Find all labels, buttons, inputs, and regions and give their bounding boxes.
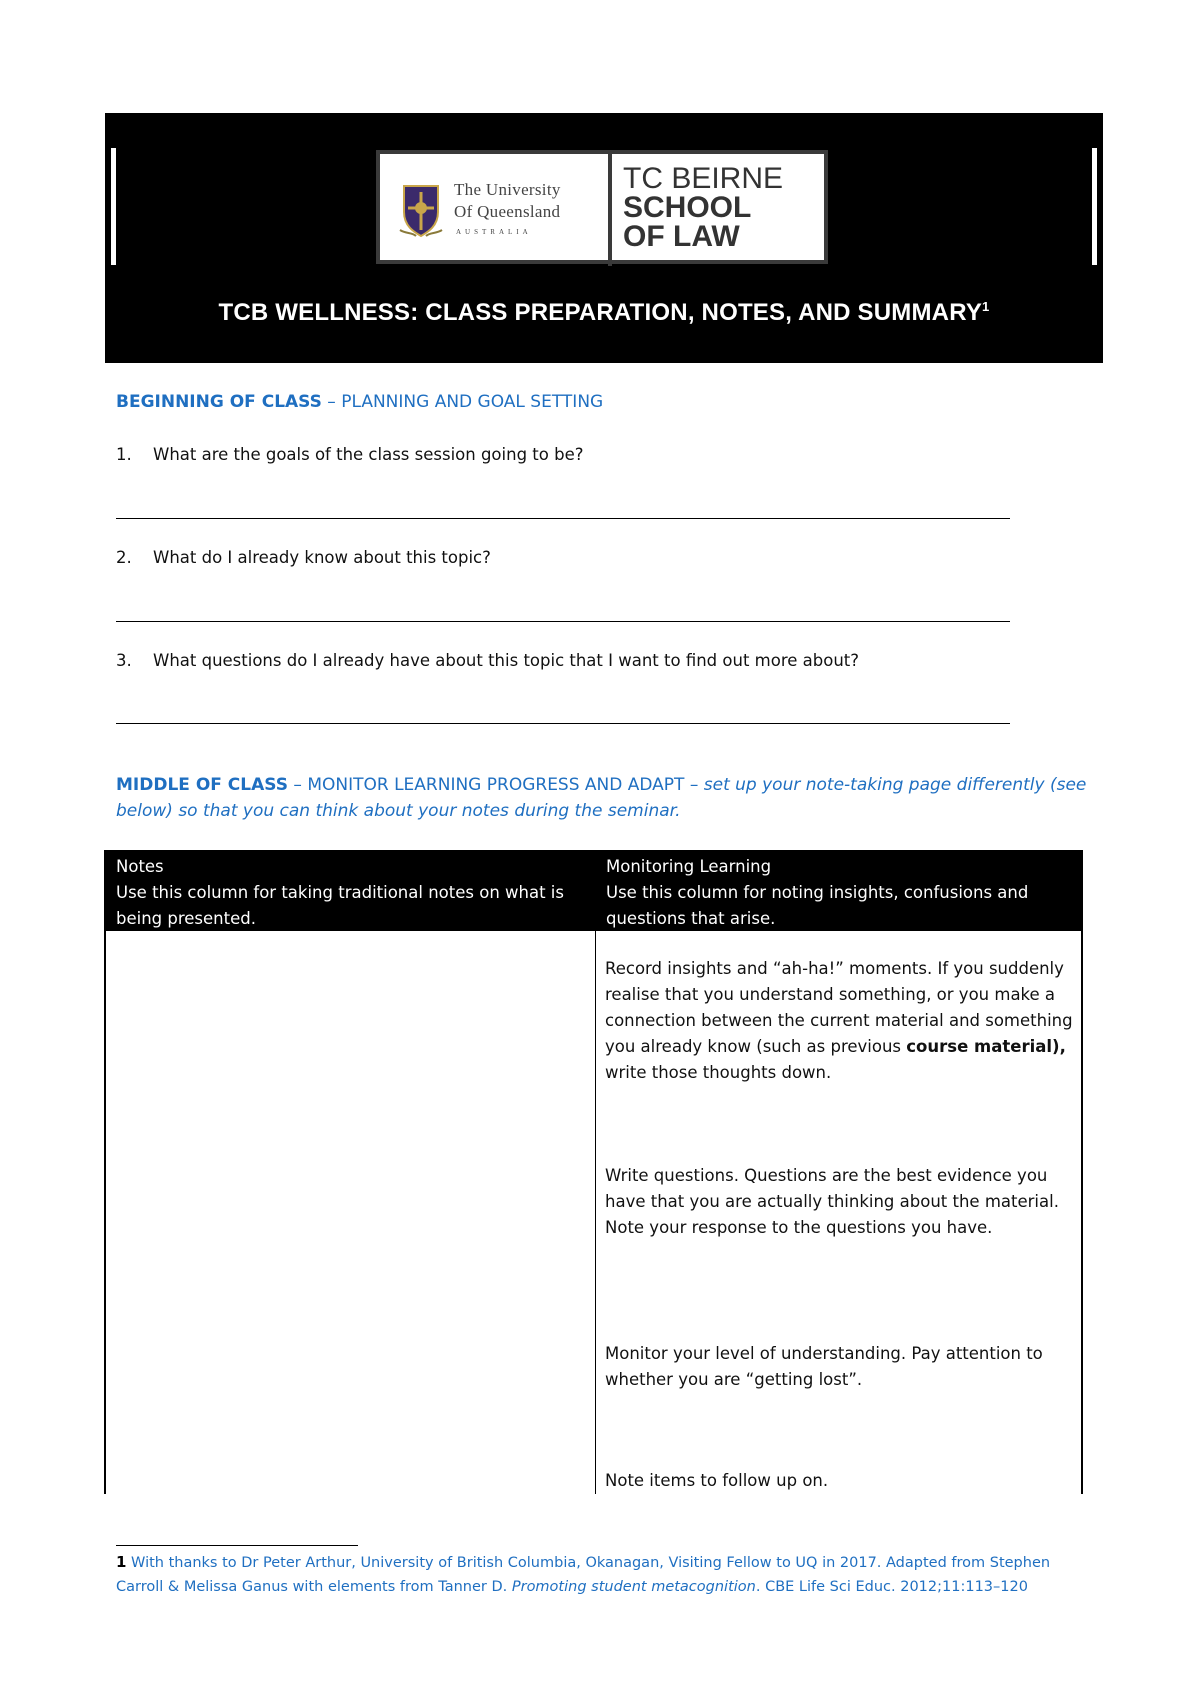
tcb-wordmark: [623, 164, 783, 251]
beginning-heading-rest: – PLANNING AND GOAL SETTING: [321, 392, 604, 412]
monitoring-column-title: Monitoring Learning: [606, 857, 772, 876]
middle-heading-italic-2: below) so that you can think about your notes during the seminar.: [116, 801, 681, 821]
logo-divider: [608, 154, 612, 266]
answer-line-3[interactable]: [116, 723, 1010, 724]
question-number: 2.: [116, 548, 132, 567]
uq-logo: [398, 176, 598, 256]
question-3: [116, 651, 859, 670]
question-1: [116, 445, 583, 464]
beginning-heading-strong: BEGINNING OF CLASS: [116, 392, 322, 412]
notes-column-title: Notes: [116, 857, 164, 876]
tip-insights-bold: course material),: [906, 1037, 1066, 1056]
uq-line-1: The University: [454, 180, 561, 199]
question-number: 3.: [116, 651, 132, 670]
monitoring-column-desc: Use this column for noting insights, confusions and questions that arise.: [606, 883, 1029, 928]
tip-follow-up: Note items to follow up on.: [605, 1471, 829, 1490]
column-divider: [595, 850, 596, 1494]
question-number: 1.: [116, 445, 132, 464]
question-text: What do I already know about this topic?: [153, 548, 491, 567]
uq-crest-icon: [398, 182, 444, 238]
uq-line-3: AUSTRALIA: [456, 228, 532, 236]
document-title-text: TCB WELLNESS: CLASS PREPARATION, NOTES, AND SUMMARY: [218, 299, 983, 326]
tip-insights-text-c: write those thoughts down.: [605, 1063, 832, 1082]
tip-questions: Write questions. Questions are the best evidence you have that you are actually thinking about the material. Note your response to the questions you have.: [605, 1166, 1059, 1237]
logo-frame: [376, 150, 828, 264]
answer-line-2[interactable]: [116, 621, 1010, 622]
banner-right-bar: [1092, 148, 1097, 265]
notes-column-desc: Use this column for taking traditional notes on what is being presented.: [116, 883, 564, 928]
uq-line-2: Of Queensland: [454, 202, 561, 221]
document-title: [105, 299, 1103, 327]
footnote-text-a: With thanks to Dr Peter Arthur, University of British Columbia, Okanagan, Visiting Fellow to UQ in 2017. Adapted from Stephen Carroll & Melissa Ganus with elements from Tanner D.: [116, 1555, 1051, 1595]
question-text: What questions do I already have about this topic that I want to find out more about?: [153, 651, 860, 670]
header-banner: [105, 113, 1103, 363]
middle-heading-line-2: [116, 801, 681, 821]
tip-insights: [605, 956, 1075, 1086]
footnote-italic: Promoting student metacognition: [511, 1579, 756, 1595]
footnote: [116, 1550, 1076, 1599]
uq-wordmark: [454, 180, 561, 236]
monitoring-column-header: [606, 854, 1076, 932]
banner-left-bar: [111, 148, 116, 265]
tcb-line-2: SCHOOL: [623, 191, 752, 224]
footnote-number: 1: [116, 1553, 127, 1571]
tip-understanding: Monitor your level of understanding. Pay attention to whether you are “getting lost”.: [605, 1344, 1043, 1389]
tip-insights-text-a: Record insights and “ah-ha!” moments. If you suddenly realise that you understand something, or you make a connection between the current material and something you already know (such as previous: [605, 959, 1073, 1056]
notes-column-header: [116, 854, 586, 932]
tcb-line-3: OF LAW: [623, 220, 740, 253]
question-text: What are the goals of the class session going to be?: [153, 445, 584, 464]
footnote-text-b: . CBE Life Sci Educ. 2012;11:113–120: [755, 1579, 1028, 1595]
beginning-heading: [116, 392, 603, 412]
middle-heading-italic-1: set up your note-taking page differently (see: [703, 775, 1087, 795]
middle-heading-strong: MIDDLE OF CLASS: [116, 775, 289, 795]
title-footnote-ref[interactable]: 1: [982, 299, 990, 314]
question-2: [116, 548, 491, 567]
notes-column-body[interactable]: [106, 931, 595, 1494]
notes-table: [104, 850, 1083, 1494]
table-header: [106, 850, 1081, 931]
footnote-rule: [116, 1545, 358, 1546]
middle-heading-rest: – MONITOR LEARNING PROGRESS AND ADAPT –: [288, 775, 704, 795]
middle-heading-line-1: [116, 775, 1086, 795]
tcb-line-1: TC BEIRNE: [623, 162, 784, 195]
answer-line-1[interactable]: [116, 518, 1010, 519]
university-logo: [373, 147, 831, 267]
